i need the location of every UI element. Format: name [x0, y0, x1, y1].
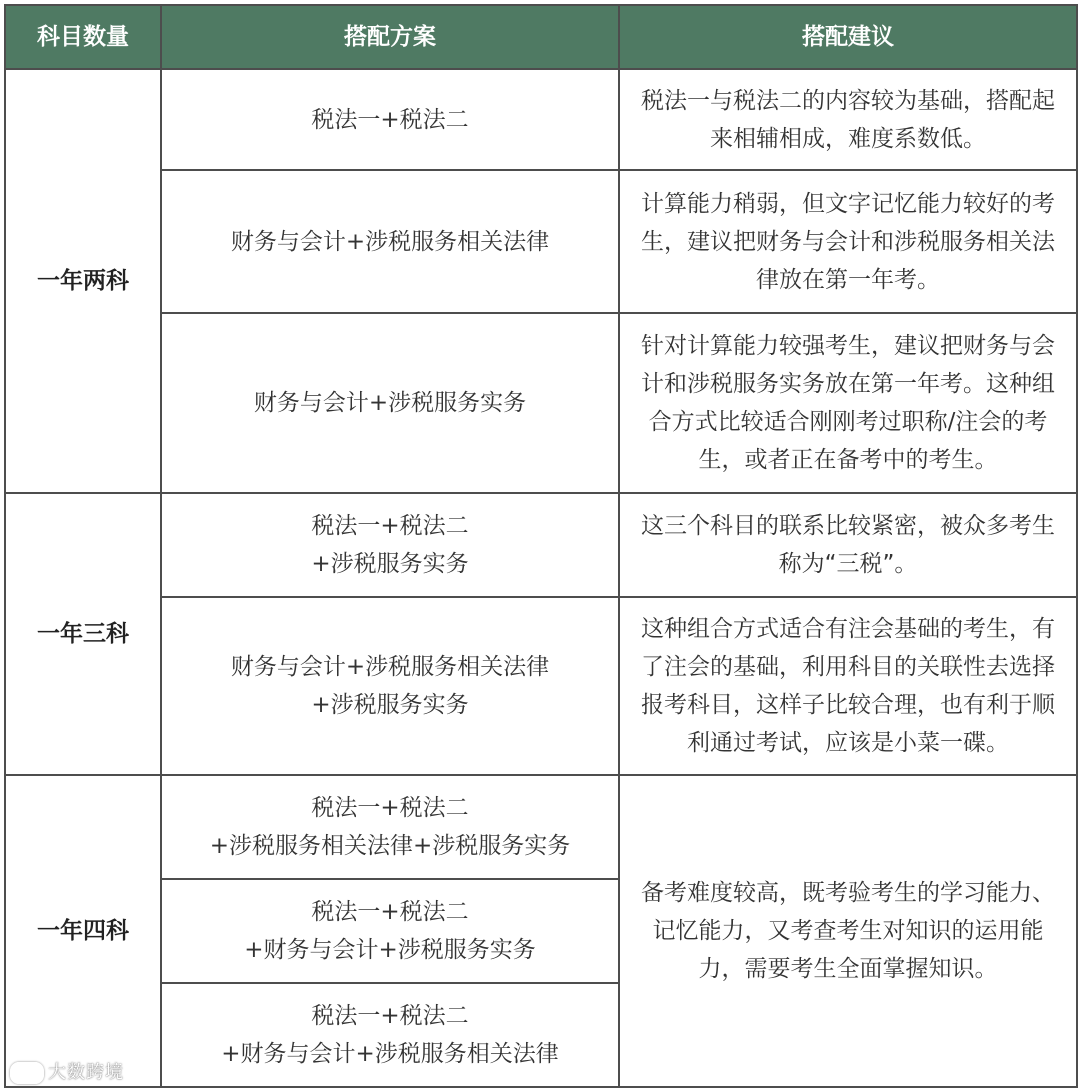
plan-cell [161, 597, 619, 775]
plan-cell [161, 493, 619, 597]
plan-line: 财务与会计+涉税服务相关法律 [230, 654, 550, 680]
table-row [5, 69, 1077, 170]
suggestion-cell [619, 775, 1077, 1087]
suggestion-line: 生，或者正在备考中的考生。 [698, 447, 998, 473]
suggestion-line: 来相辅相成，难度系数低。 [710, 125, 986, 152]
plan-cell [161, 170, 619, 313]
suggestion-line: 了注会的基础，利用科目的关联性去选择 [641, 654, 1055, 680]
plan-cell [161, 313, 619, 493]
plan-line: 财务与会计+涉税服务实务 [253, 390, 527, 416]
plan-line: +涉税服务实务 [311, 551, 469, 577]
plan-line: +财务与会计+涉税服务相关法律 [221, 1041, 559, 1067]
table-row [5, 313, 1077, 493]
header-row [5, 5, 1077, 69]
plan-cell [161, 775, 619, 879]
subject-count-cell: 一年两科 [5, 69, 161, 493]
suggestion-cell [619, 597, 1077, 775]
suggestion-line: 针对计算能力较强考生，建议把财务与会 [641, 333, 1055, 359]
suggestion-line: 记忆能力，又考查考生对知识的运用能 [652, 918, 1044, 944]
plan-line: 财务与会计+涉税服务相关法律 [230, 228, 550, 255]
table-row [5, 170, 1077, 313]
plan-line: +涉税服务实务 [311, 692, 469, 718]
plan-line: 税法一+税法二 [311, 899, 469, 925]
suggestion-line: 力，需要考生全面掌握知识。 [698, 956, 998, 982]
suggestion-cell [619, 493, 1077, 597]
brand-logo-icon [10, 1062, 44, 1084]
suggestion-line: 计算能力稍弱，但文字记忆能力较好的考 [641, 190, 1055, 217]
suggestion-line: 律放在第一年考。 [756, 266, 940, 293]
suggestion-line: 合方式比较适合刚刚考过职称/注会的考 [648, 409, 1048, 435]
subject-count-cell: 一年三科 [5, 493, 161, 775]
subject-count-cell: 一年四科 [5, 775, 161, 1087]
header-suggestion: 搭配建议 [619, 5, 1077, 69]
watermark-text: 大数跨境 [48, 1062, 124, 1083]
plan-cell [161, 879, 619, 983]
plan-cell [161, 69, 619, 170]
table-row [5, 493, 1077, 597]
plan-line: 税法一+税法二 [311, 106, 469, 133]
plan-line: 税法一+税法二 [311, 513, 469, 539]
table-row [5, 597, 1077, 775]
suggestion-line: 税法一与税法二的内容较为基础，搭配起 [641, 87, 1055, 114]
suggestion-line: 备考难度较高，既考验考生的学习能力、 [641, 880, 1055, 906]
plan-line: 税法一+税法二 [311, 1003, 469, 1029]
header-plan: 搭配方案 [161, 5, 619, 69]
suggestion-line: 计和涉税服务实务放在第一年考。这种组 [641, 371, 1055, 397]
plan-cell [161, 983, 619, 1087]
plan-line: 税法一+税法二 [311, 795, 469, 821]
suggestion-line: 这三个科目的联系比较紧密，被众多考生 [641, 513, 1055, 539]
suggestion-line: 利通过考试，应该是小菜一碟。 [687, 730, 1009, 756]
suggestion-cell [619, 69, 1077, 170]
subject-plan-table [4, 4, 1078, 1088]
header-subject-count: 科目数量 [5, 5, 161, 69]
suggestion-cell [619, 170, 1077, 313]
suggestion-line: 称为“三税”。 [778, 551, 918, 577]
suggestion-cell [619, 313, 1077, 493]
plan-line: +涉税服务相关法律+涉税服务实务 [209, 833, 571, 859]
suggestion-line: 报考科目，这样子比较合理，也有利于顺 [641, 692, 1055, 718]
suggestion-line: 这种组合方式适合有注会基础的考生，有 [641, 616, 1055, 642]
table-row [5, 775, 1077, 879]
watermark [10, 1058, 124, 1084]
plan-line: +财务与会计+涉税服务实务 [244, 937, 536, 963]
suggestion-line: 生，建议把财务与会计和涉税服务相关法 [641, 228, 1055, 255]
